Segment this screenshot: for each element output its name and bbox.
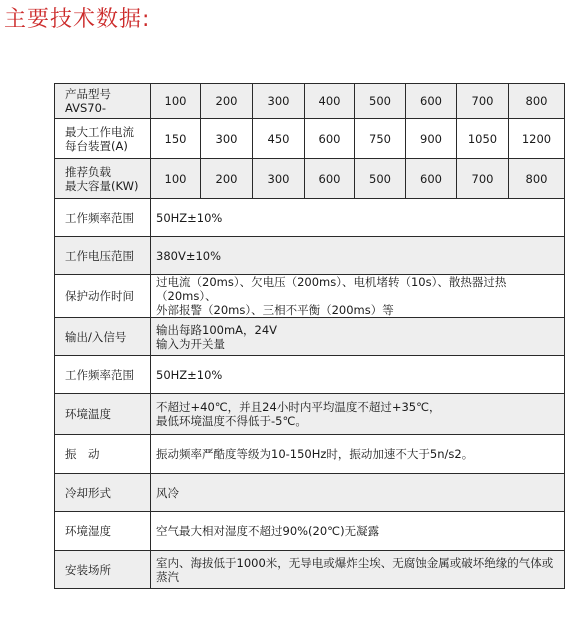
row-value-line1: 不超过+40℃，并且24小时内平均温度不超过+35℃， [156, 400, 441, 414]
row-value-line2: 输入为开关量 [156, 336, 225, 351]
row-label: 安装场所 [55, 551, 151, 589]
row-label-line1: 最大工作电流 [65, 124, 134, 139]
table-row [55, 237, 565, 275]
row-value [151, 318, 565, 356]
row-value-line1: 室内、海拔低于1000米，无导电或爆炸尘埃、无腐蚀金属或破坏绝缘的气体或蒸汽 [156, 555, 554, 584]
table-row [55, 356, 565, 394]
row-value-line1: 空气最大相对湿度不超过90%(20℃)无凝露 [156, 524, 380, 538]
table-cell: 200 [201, 159, 253, 199]
row-value [151, 199, 565, 237]
row-label [55, 159, 151, 199]
row-label-line1: 产品型号 [65, 87, 111, 101]
table-cell: 200 [201, 84, 253, 119]
row-label: 保护动作时间 [55, 275, 151, 318]
table-row [55, 435, 565, 474]
table-cell: 400 [305, 84, 355, 119]
table-row [55, 512, 565, 551]
table-row [55, 474, 565, 512]
row-value-line1: 风冷 [156, 485, 179, 500]
table-cell: 800 [509, 84, 565, 119]
table-cell: 500 [355, 84, 406, 119]
table-cell: 300 [253, 84, 305, 119]
spec-table [54, 83, 565, 589]
row-value [151, 356, 565, 394]
table-cell: 600 [406, 159, 457, 199]
table-cell: 1050 [457, 119, 509, 159]
row-value-line1: 380V±10% [156, 248, 222, 263]
table-cell: 750 [355, 119, 406, 159]
row-label: 输出/入信号 [55, 318, 151, 356]
table-cell: 900 [406, 119, 457, 159]
table-cell: 1200 [509, 119, 565, 159]
row-value-line1: 输出每路100mA，24V [156, 322, 278, 337]
row-label-line2: AVS70- [65, 101, 107, 115]
row-value [151, 435, 565, 474]
row-label [55, 84, 151, 119]
row-value-line1: 50HZ±10% [156, 210, 223, 225]
table-row [55, 84, 565, 119]
row-value-line1: 过电流（20ms）、欠电压（200ms）、电机堵转（10s）、散热器过热（20ms）、 [156, 275, 507, 303]
row-label [55, 119, 151, 159]
table-cell: 600 [305, 119, 355, 159]
row-label: 工作频率范围 [55, 356, 151, 394]
table-row [55, 119, 565, 159]
table-cell: 450 [253, 119, 305, 159]
row-value-line1: 振动频率严酷度等级为10-150Hz时，振动加速不大于5n/s2。 [156, 447, 474, 461]
row-value [151, 512, 565, 551]
table-cell: 500 [355, 159, 406, 199]
row-value-line1: 50HZ±10% [156, 367, 223, 382]
table-cell: 700 [457, 84, 509, 119]
row-value [151, 551, 565, 589]
table-row [55, 275, 565, 318]
table-row [55, 159, 565, 199]
row-value [151, 275, 565, 318]
table-row [55, 551, 565, 589]
table-cell: 700 [457, 159, 509, 199]
row-label: 冷却形式 [55, 474, 151, 512]
table-cell: 100 [151, 159, 201, 199]
table-cell: 800 [509, 159, 565, 199]
table-cell: 100 [151, 84, 201, 119]
table-cell: 300 [253, 159, 305, 199]
row-value-line2: 外部报警（20ms）、三相不平衡（200ms）等 [156, 303, 394, 317]
page-title: 主要技术数据: [4, 7, 151, 32]
table-cell: 600 [406, 84, 457, 119]
row-value [151, 237, 565, 275]
row-label-line2: 每台装置(A) [65, 138, 128, 153]
table-cell: 300 [201, 119, 253, 159]
row-label-line2: 最大容量(KW) [65, 178, 139, 193]
row-value [151, 474, 565, 512]
table-row [55, 199, 565, 237]
row-label: 振 动 [55, 435, 151, 474]
table-row [55, 394, 565, 435]
row-value [151, 394, 565, 435]
row-label: 环境湿度 [55, 512, 151, 551]
table-cell: 150 [151, 119, 201, 159]
row-label: 工作电压范围 [55, 237, 151, 275]
row-label-line1: 推荐负载 [65, 164, 111, 179]
table-row [55, 318, 565, 356]
table-cell: 600 [305, 159, 355, 199]
row-label: 工作频率范围 [55, 199, 151, 237]
row-label: 环境温度 [55, 394, 151, 435]
row-value-line2: 最低环境温度不得低于-5℃。 [156, 414, 307, 428]
